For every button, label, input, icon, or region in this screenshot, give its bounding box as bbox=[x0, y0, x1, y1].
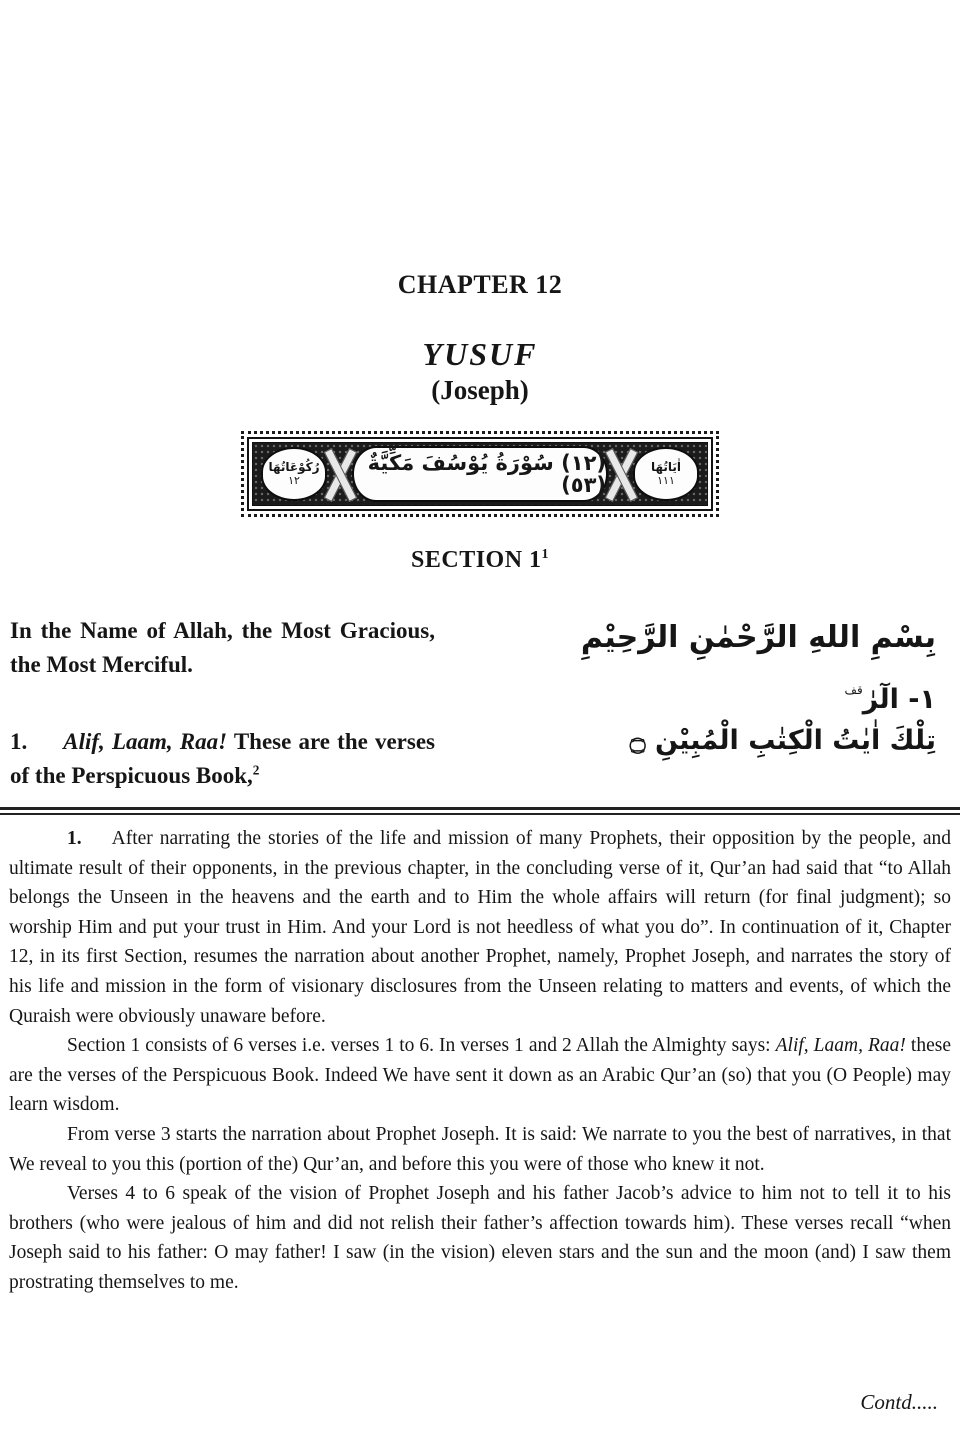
waqf-mark: قف bbox=[844, 683, 863, 697]
para-2-lead: Section 1 consists of 6 verses i.e. verses 1 to 6. In verses 1 and 2 Allah the Almighty says: bbox=[67, 1035, 776, 1057]
ruku-label: رُكُوْعَاتُهَا bbox=[268, 460, 320, 475]
verse-1-number: 1. bbox=[10, 729, 28, 754]
para-2-rest: these are the verses of the Perspicuous Book. Indeed We have sent it down as an Arabic Qur’an (so) that you (O People) may learn wisdom. bbox=[9, 1035, 951, 1116]
verse-block bbox=[0, 614, 960, 793]
commentary-para-4: Verses 4 to 6 speak of the vision of Prophet Joseph and his father Jacob’s advice to him not to tell it to his brothers (who were jealous of him and did not relish their father’s affection towards him). These verses recall “when Joseph said to his father: O may father! I saw (in the vision) eleven stars and the sun and the moon (and) I saw them prostrating themselves to me. bbox=[9, 1183, 951, 1293]
banner-title-cartouche bbox=[352, 446, 608, 502]
commentary-note-1 bbox=[9, 824, 951, 1031]
section-heading bbox=[0, 547, 960, 574]
surah-title: YUSUF bbox=[422, 336, 538, 372]
verse-1-text: These are the verses of the Perspicuous Book, bbox=[10, 729, 436, 788]
verse-1-transliteration: Alif, Laam, Raa! bbox=[63, 729, 228, 754]
surah-title-arabic: (١٢) سُوْرَةُ يُوْسُفَ مَكِّيَّةٌ (٥٣) bbox=[367, 450, 606, 497]
banner-ruku-cartouche bbox=[261, 447, 327, 501]
ayat-count: ١١١ bbox=[657, 474, 675, 488]
bismillah-english: In the Name of Allah, the Most Gracious, the Most Merciful. bbox=[10, 618, 435, 677]
commentary-para-3: From verse 3 starts the narration about Prophet Joseph. It is said: We narrate to you the best of narratives, in that We reveal to you this (portion of the) Qur’an, and before this you were of those who knew it not. bbox=[9, 1123, 951, 1175]
x-ornament-icon bbox=[609, 448, 633, 500]
verse-arabic-column bbox=[480, 614, 950, 793]
banner-ayat-cartouche bbox=[633, 447, 699, 501]
surah-subtitle: (Joseph) bbox=[431, 375, 529, 405]
commentary-para-2 bbox=[9, 1031, 951, 1120]
banner-band bbox=[252, 442, 708, 506]
ruku-count: ١٢ bbox=[288, 474, 300, 488]
x-ornament-icon bbox=[328, 448, 352, 500]
note-1-number: 1. bbox=[67, 828, 82, 849]
alif-laam-raa-arabic: ١- الٓرٰ bbox=[862, 684, 936, 715]
commentary-section bbox=[0, 824, 960, 1298]
verse-1-footnote-ref: 2 bbox=[252, 762, 260, 778]
verse-1-english bbox=[10, 725, 435, 793]
note-1-text: After narrating the stories of the life and mission of many Prophets, their opposition by the people, and ultimate result of their opponents, in the previous chapter, in the concluding verse of it, Qur’an had said that “to Allah belongs the Unseen in the heavens and the earth and to Him the whole affairs will return (for final judgment); so worship Him and put your trust in Him. And your Lord is not heedless of what you do”. In continuation of it, Chapter 12, in its first Section, resumes the narration about another Prophet, namely, Prophet Joseph, and narrates the story of his life and mission in the form of visionary disclosures from the Unseen relating to matters and events, of which the Quraish were obviously unaware before. bbox=[9, 828, 951, 1027]
banner-frame bbox=[247, 437, 713, 511]
verse-1-arabic-line2: تِلْكَ اٰيٰتُ الْكِتٰبِ الْمُبِيْنِ ۝ bbox=[629, 725, 936, 756]
divider-rule bbox=[0, 807, 960, 815]
para-2-italic: Alif, Laam, Raa! bbox=[775, 1035, 906, 1057]
verse-1-arabic-line1 bbox=[486, 683, 936, 715]
surah-ornamental-banner bbox=[241, 431, 719, 517]
chapter-heading: CHAPTER 12 bbox=[397, 270, 563, 299]
section-footnote-ref: 1 bbox=[541, 547, 549, 562]
bismillah-arabic: بِسْمِ اللهِ الرَّحْمٰنِ الرَّحِيْمِ bbox=[580, 620, 936, 655]
continued-note: Contd..... bbox=[860, 1390, 938, 1414]
verse-english-column bbox=[10, 614, 435, 793]
ayat-label: اٰيَاتُهَا bbox=[650, 460, 682, 475]
section-heading-text: SECTION 1 bbox=[411, 547, 542, 573]
